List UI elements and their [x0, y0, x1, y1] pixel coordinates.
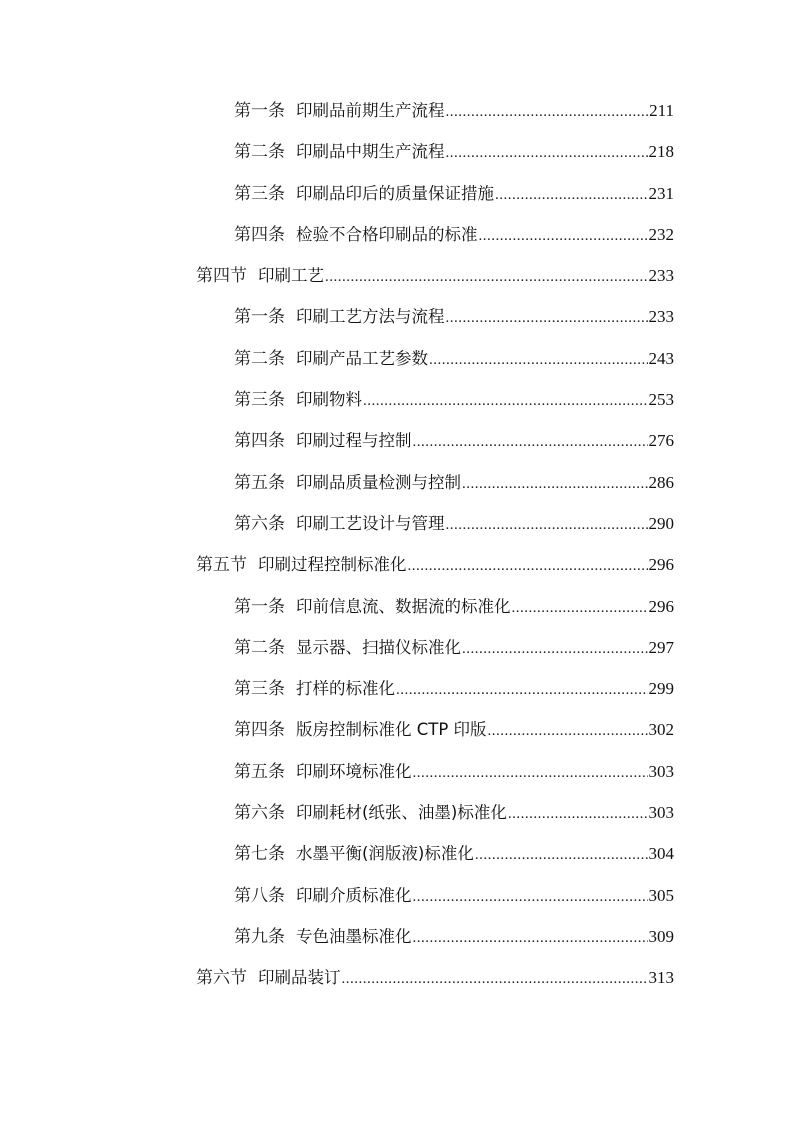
- dot-leader: [396, 670, 648, 711]
- toc-article-entry[interactable]: [0, 214, 674, 255]
- entry-page-number: 297: [648, 637, 674, 657]
- entry-page-number: 309: [648, 926, 674, 946]
- entry-number: 第一条: [234, 596, 285, 617]
- dot-leader: [446, 133, 648, 174]
- entry-page-number: 276: [648, 431, 674, 451]
- entry-title: 印刷工艺设计与管理: [296, 513, 445, 533]
- dot-leader: [475, 835, 648, 876]
- dot-leader: [325, 257, 648, 298]
- entry-title: 印刷品质量检测与控制: [296, 472, 461, 492]
- entry-title: 版房控制标准化 CTP 印版: [296, 720, 487, 740]
- entry-page-number: 296: [648, 555, 674, 575]
- dot-leader: [408, 546, 648, 587]
- entry-number: 第九条: [234, 926, 285, 947]
- entry-page-number: 253: [648, 390, 674, 410]
- entry-title: 专色油墨标准化: [296, 926, 412, 946]
- dot-leader: [413, 918, 648, 959]
- entry-number: 第二条: [234, 348, 285, 369]
- entry-number: 第五条: [234, 761, 285, 782]
- entry-title: 水墨平衡(润版液)标准化: [296, 844, 474, 864]
- entry-number: 第四节: [196, 266, 247, 287]
- entry-title: 印刷品装订: [258, 968, 341, 988]
- entry-title: 印刷品中期生产流程: [296, 142, 445, 162]
- toc-article-entry[interactable]: [0, 90, 674, 131]
- entry-title: 印刷过程与控制: [296, 431, 412, 451]
- toc-article-entry[interactable]: [0, 338, 674, 379]
- entry-number: 第五节: [196, 555, 247, 576]
- entry-title: 印刷品印后的质量保证措施: [296, 183, 494, 203]
- entry-title: 打样的标准化: [296, 679, 395, 699]
- entry-page-number: 303: [648, 761, 674, 781]
- entry-page-number: 231: [648, 183, 674, 203]
- entry-page-number: 296: [648, 596, 674, 616]
- entry-number: 第四条: [234, 224, 285, 245]
- entry-page-number: 232: [648, 224, 674, 244]
- entry-number: 第三条: [234, 183, 285, 204]
- dot-leader: [495, 175, 648, 216]
- toc-article-entry[interactable]: [0, 751, 674, 792]
- toc-section-entry[interactable]: [0, 255, 674, 296]
- entry-number: 第一条: [234, 307, 285, 328]
- toc-article-entry[interactable]: [0, 627, 674, 668]
- entry-title: 印刷环境标准化: [296, 761, 412, 781]
- entry-title: 印刷物料: [296, 390, 362, 410]
- entry-page-number: 243: [648, 348, 674, 368]
- entry-number: 第六条: [234, 513, 285, 534]
- entry-title: 印刷品前期生产流程: [296, 101, 445, 120]
- entry-page-number: 313: [648, 968, 674, 988]
- toc-article-entry[interactable]: [0, 379, 674, 420]
- entry-number: 第八条: [234, 885, 285, 906]
- entry-page-number: 233: [648, 307, 674, 327]
- entry-number: 第二条: [234, 142, 285, 163]
- entry-page-number: 218: [648, 142, 674, 162]
- toc-article-entry[interactable]: [0, 792, 674, 833]
- entry-number: 第四条: [234, 720, 285, 741]
- entry-page-number: 299: [648, 679, 674, 699]
- entry-title: 印刷工艺: [258, 266, 324, 286]
- dot-leader: [462, 464, 648, 505]
- entry-title: 印刷工艺方法与流程: [296, 307, 445, 327]
- entry-title: 显示器、扫描仪标准化: [296, 637, 461, 657]
- entry-title: 检验不合格印刷品的标准: [296, 224, 478, 244]
- toc-section-entry[interactable]: [0, 957, 674, 998]
- toc-article-entry[interactable]: [0, 709, 674, 750]
- toc-article-entry[interactable]: [0, 586, 674, 627]
- entry-page-number: 302: [648, 720, 674, 740]
- dot-leader: [413, 877, 648, 918]
- entry-page-number: 305: [648, 885, 674, 905]
- entry-number: 第二条: [234, 637, 285, 658]
- dot-leader: [512, 588, 648, 629]
- entry-number: 第四条: [234, 431, 285, 452]
- entry-title: 印刷产品工艺参数: [296, 348, 428, 368]
- entry-page-number: 211: [649, 101, 674, 120]
- toc-article-entry[interactable]: [0, 833, 674, 874]
- entry-number: 第一条: [234, 101, 285, 121]
- toc-article-entry[interactable]: [0, 462, 674, 503]
- toc-article-entry[interactable]: [0, 173, 674, 214]
- dot-leader: [446, 92, 649, 133]
- dot-leader: [508, 794, 648, 835]
- dot-leader: [413, 422, 648, 463]
- entry-number: 第六条: [234, 803, 285, 824]
- dot-leader: [342, 959, 648, 1000]
- entry-number: 第六节: [196, 968, 247, 989]
- toc-article-entry[interactable]: [0, 131, 674, 172]
- entry-page-number: 233: [648, 266, 674, 286]
- entry-page-number: 303: [648, 803, 674, 823]
- dot-leader: [429, 340, 648, 381]
- toc-article-entry[interactable]: [0, 668, 674, 709]
- toc-article-entry[interactable]: [0, 420, 674, 461]
- entry-title: 印刷介质标准化: [296, 885, 412, 905]
- entry-title: 印前信息流、数据流的标准化: [296, 596, 511, 616]
- entry-title: 印刷过程控制标准化: [258, 555, 407, 575]
- toc-article-entry[interactable]: [0, 296, 674, 337]
- dot-leader: [363, 381, 648, 422]
- entry-title: 印刷耗材(纸张、油墨)标准化: [296, 803, 507, 823]
- table-of-contents: [0, 90, 793, 999]
- toc-article-entry[interactable]: [0, 503, 674, 544]
- dot-leader: [413, 753, 648, 794]
- dot-leader: [446, 505, 648, 546]
- toc-article-entry[interactable]: [0, 916, 674, 957]
- dot-leader: [446, 298, 648, 339]
- dot-leader: [462, 629, 648, 670]
- entry-page-number: 286: [648, 472, 674, 492]
- entry-number: 第三条: [234, 679, 285, 700]
- entry-page-number: 290: [648, 513, 674, 533]
- entry-number: 第七条: [234, 844, 285, 865]
- entry-number: 第五条: [234, 472, 285, 493]
- entry-page-number: 304: [648, 844, 674, 864]
- toc-section-entry[interactable]: [0, 544, 674, 585]
- dot-leader: [488, 711, 648, 752]
- entry-number: 第三条: [234, 390, 285, 411]
- toc-article-entry[interactable]: [0, 875, 674, 916]
- dot-leader: [479, 216, 648, 257]
